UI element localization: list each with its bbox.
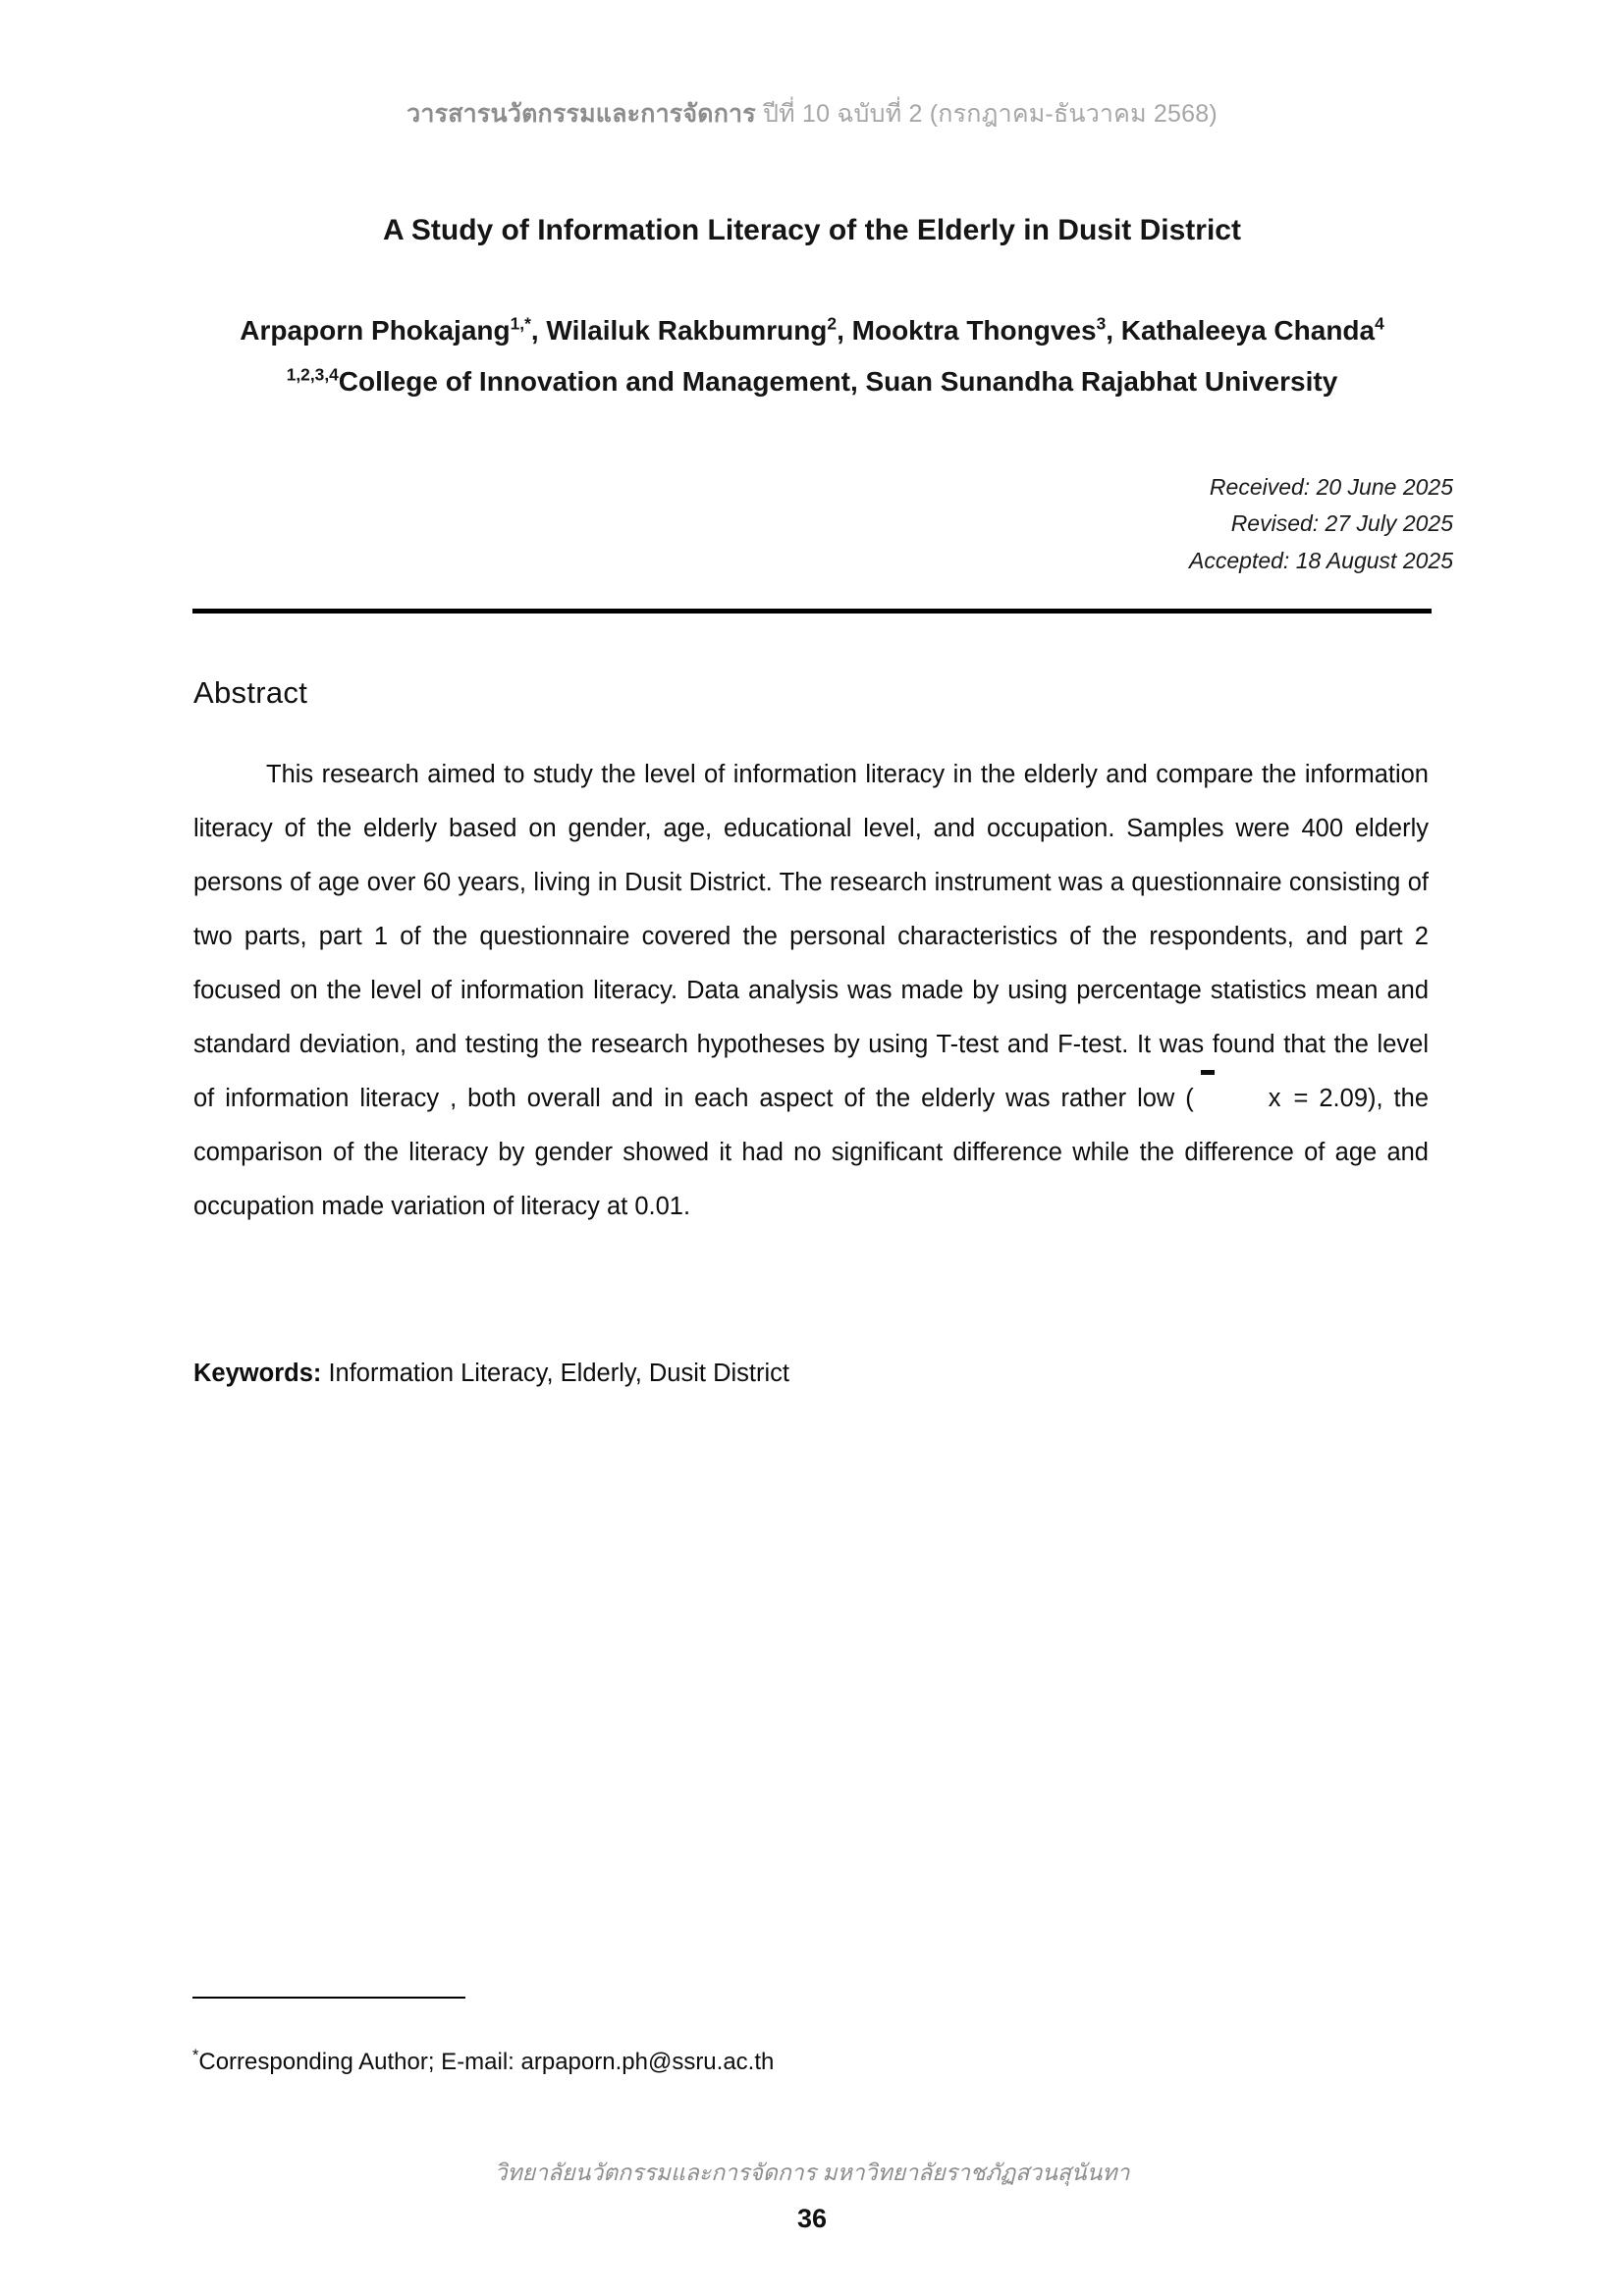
running-head <box>0 94 1624 133</box>
abstract-text-first: This research aimed to study the level of information literacy in the elderly and compare the information literacy of the elderly based on gender, age, educational level, and occupation. Samples were 400 elderly persons of age over 60 years, living in Dusit District. The research instrument was a questionnaire consisting of two parts, part 1 of the questionnaire covered the personal characteristics of the respondents, and part 2 focused on the level of information literacy. Data analysis was made by using percentage statistics mean and standard deviation, and testing the research hypotheses by using T-test and F-test. It was found that the level of information literacy , both overall and in each aspect of the elderly was rather low ( <box>193 761 1429 1112</box>
abstract-text-second: , the comparison of the literacy by gender showed it had no significant difference while the difference of age and occupation made variation of literacy at 0.01. <box>193 1085 1429 1220</box>
date-received: Received: 20 June 2025 <box>1209 474 1453 500</box>
date-accepted: Accepted: 18 August 2025 <box>1189 547 1453 573</box>
author-list <box>147 312 1477 349</box>
author-marker: 2 <box>827 313 838 334</box>
x-glyph: x <box>1268 1085 1281 1112</box>
article-title: A Study of Information Literacy of the Elderly in Dusit District <box>383 214 1241 246</box>
author-marker: 1,* <box>510 313 531 334</box>
header-divider <box>192 609 1432 614</box>
footer-institution: วิทยาลัยนวัตกรรมและการจัดการ มหาวิทยาลัยราชภัฏสวนสุนันทา <box>494 2160 1130 2185</box>
author-name: Wilailuk Rakbumrung <box>546 315 828 346</box>
author-affiliation <box>147 363 1477 400</box>
footnote-text: Corresponding Author; E-mail: arpaporn.ph@ssru.ac.th <box>198 2049 775 2075</box>
journal-name: วารสารนวัตกรรมและการจัดการ <box>406 100 756 128</box>
abstract-heading: Abstract <box>193 675 308 710</box>
affiliation-marker: 1,2,3,4 <box>286 364 339 385</box>
keywords-values: Information Literacy, Elderly, Dusit District <box>321 1360 789 1387</box>
author-name: Mooktra Thongves <box>851 315 1097 346</box>
date-revised: Revised: 27 July 2025 <box>1230 510 1453 537</box>
page-number: 36 <box>796 2204 828 2233</box>
keywords-line <box>193 1357 1429 1392</box>
submission-dates <box>589 469 1453 579</box>
footnote-divider <box>192 1997 465 1999</box>
author-separator: , <box>837 315 852 346</box>
abstract-mean-value: = 2.09) <box>1282 1085 1377 1112</box>
author-marker: 3 <box>1096 313 1107 334</box>
overbar <box>1201 1070 1215 1075</box>
affiliation-text: College of Innovation and Management, Suan Sunandha Rajabhat University <box>338 366 1338 397</box>
keywords-label: Keywords: <box>193 1360 322 1387</box>
author-name: Arpaporn Phokajang <box>240 315 511 346</box>
author-name: Kathaleeya Chanda <box>1120 315 1376 346</box>
abstract-body <box>193 748 1429 1234</box>
footnote-marker: * <box>192 2047 199 2064</box>
author-separator: , <box>530 315 547 346</box>
author-separator: , <box>1106 315 1121 346</box>
abstract-paragraph <box>193 748 1429 1234</box>
x-bar-symbol <box>1194 1072 1283 1126</box>
corresponding-author-footnote <box>192 2047 1174 2077</box>
journal-issue-info: ปีที่ 10 ฉบับที่ 2 (กรกฎาคม-ธันวาคม 2568) <box>755 100 1218 128</box>
author-marker: 4 <box>1375 313 1384 334</box>
